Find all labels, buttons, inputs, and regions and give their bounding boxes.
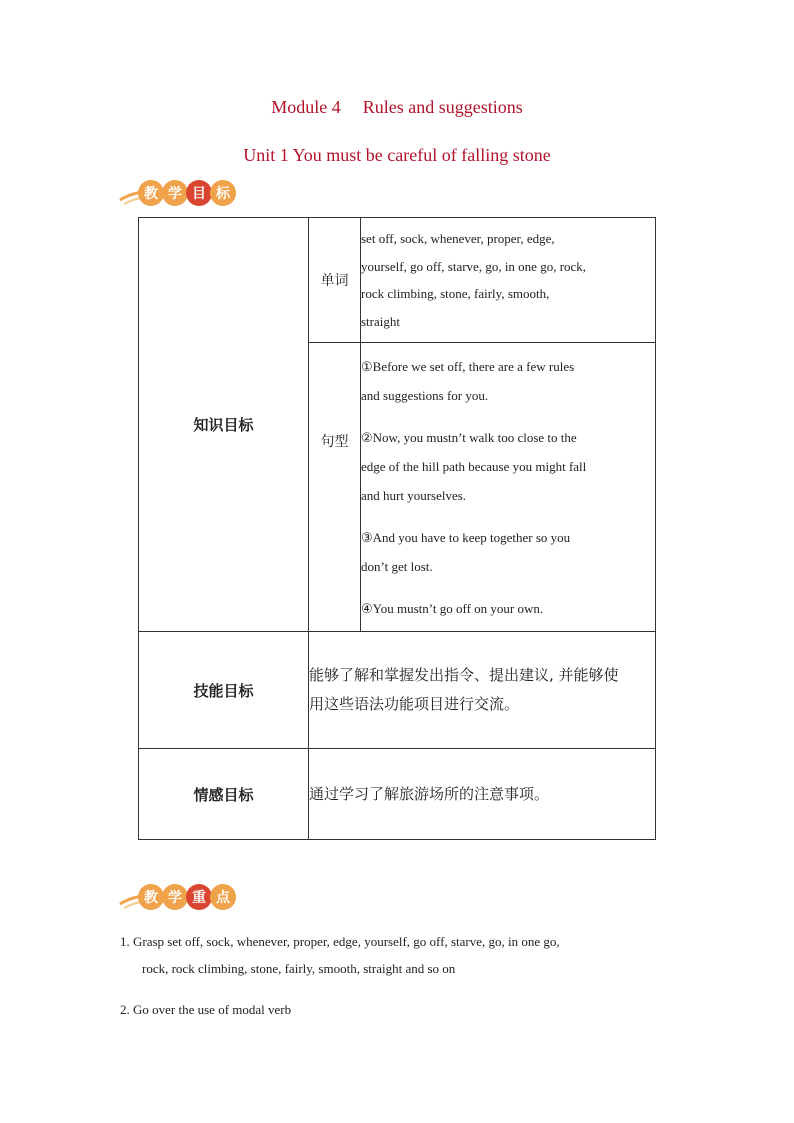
badge-char: 教 (138, 884, 164, 910)
skill-objective-label: 技能目标 (139, 632, 309, 749)
module-title (0, 97, 794, 118)
vocab-line: rock climbing, stone, fairly, smooth, (361, 286, 550, 301)
teaching-objectives-badge (118, 178, 238, 206)
vocab-label: 单词 (309, 218, 361, 343)
unit-title: Unit 1 You must be careful of falling stone (243, 145, 551, 165)
emotion-objective-text: 通过学习了解旅游场所的注意事项。 (309, 749, 656, 840)
sentence-label: 句型 (309, 343, 361, 632)
sentence-list (361, 343, 656, 632)
vocab-list (361, 218, 656, 343)
objectives-table (138, 217, 656, 840)
module-number: Module 4 (271, 97, 341, 117)
sentence-item: ①Before we set off, there are a few rules and suggestions for you. (361, 358, 575, 403)
teaching-focus-badge (118, 882, 238, 910)
emotion-objective-label: 情感目标 (139, 749, 309, 840)
badge-char: 标 (210, 180, 236, 206)
badge-char: 目 (186, 180, 212, 206)
badge-char: 教 (138, 180, 164, 206)
badge-char: 重 (186, 884, 212, 910)
sentence-item: ②Now, you mustn’t walk too close to the edge of the hill path because you might fall and hurt yourselves. (361, 429, 587, 503)
module-name: Rules and suggestions (362, 97, 523, 117)
vocab-line: straight (361, 313, 400, 329)
skill-objective-text: 能够了解和掌握发出指令、提出建议, 并能够使 用这些语法功能项目进行交流。 (309, 632, 656, 749)
focus-item-2: 2. Go over the use of modal verb (120, 1002, 292, 1017)
vocab-line: yourself, go off, starve, go, in one go, rock, (361, 258, 587, 274)
badge-char: 学 (162, 884, 188, 910)
sentence-item: ③And you have to keep together so you don’t get lost. (361, 529, 571, 574)
focus-item-1: 1. Grasp set off, sock, whenever, proper, edge, yourself, go off, starve, go, in one go, rock, rock climbing, stone, fairly, smooth, straight and so on (120, 934, 560, 976)
knowledge-objective-label: 知识目标 (139, 218, 309, 632)
badge-char: 点 (210, 884, 236, 910)
vocab-line: set off, sock, whenever, proper, edge, (361, 231, 555, 246)
sentence-item: ④You mustn’t go off on your own. (361, 600, 544, 616)
badge-char: 学 (162, 180, 188, 206)
